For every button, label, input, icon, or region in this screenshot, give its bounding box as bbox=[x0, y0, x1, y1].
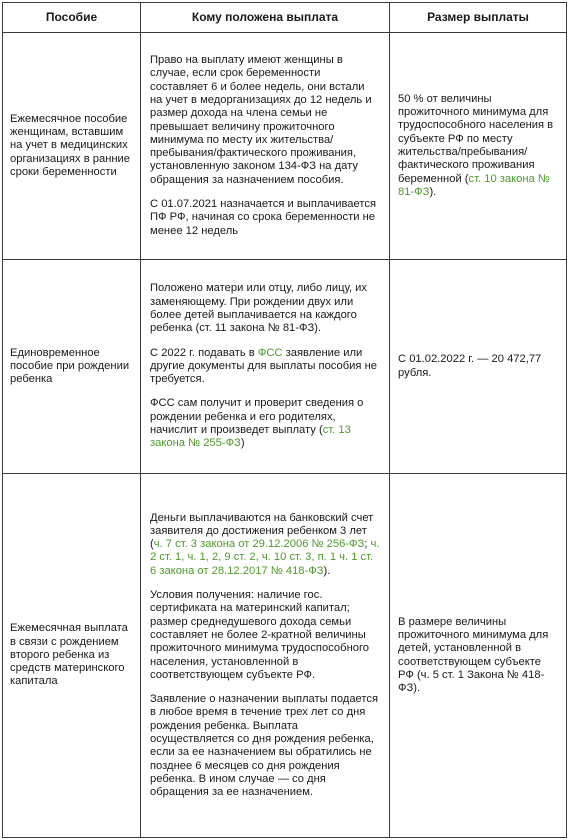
who-text: ФСС сам получит и проверит сведения о рождении ребенка и его родителях, начислит и произведет выплату ( bbox=[150, 397, 364, 437]
amount-cell bbox=[390, 260, 567, 474]
who-paragraph bbox=[150, 347, 380, 387]
fss-link[interactable]: ФСС bbox=[257, 346, 283, 359]
benefit-name-text: Ежемесячная выплата в связи с рождением второго ребенка из средств материнского капитала bbox=[10, 622, 128, 688]
header-amount: Размер выплаты bbox=[390, 3, 567, 33]
table-row bbox=[3, 260, 567, 474]
who-text: ) bbox=[240, 437, 245, 450]
benefits-table bbox=[2, 2, 567, 838]
who-text: С 2022 г. подавать в bbox=[150, 346, 258, 359]
who-cell bbox=[141, 474, 390, 838]
benefit-name-text: Единовременное пособие при рождении ребенка bbox=[10, 346, 130, 386]
benefit-name bbox=[3, 33, 141, 260]
who-paragraph: Заявление о назначении выплаты подается в любое время в течение трех лет со дня рождения ребенка. Выплата осуществляется со дня рождения ребенка, если за ее назначением вы обратились не позднее 6 месяцев со дня рождения ребенка. В ином случае — со дня обращения за ее назначением. bbox=[150, 693, 379, 799]
amount-cell bbox=[390, 33, 567, 260]
law-link[interactable]: ч. 2 ст. 1, ч. 1, 2, 9 ст. 2, ч. 10 ст. 3, п. 1 ч. 1 ст. 6 закона от 28.12.2017 № 418-ФЗ bbox=[150, 538, 380, 577]
law-link[interactable]: ст. 13 закона № 255-ФЗ bbox=[150, 424, 351, 450]
who-text: Деньги выплачиваются на банковский счет заявителя до достижения ребенком 3 лет ( bbox=[150, 511, 374, 551]
amount-cell bbox=[390, 474, 567, 838]
who-paragraph bbox=[150, 512, 380, 578]
who-text: ; bbox=[364, 538, 371, 551]
header-benefit: Пособие bbox=[3, 3, 141, 33]
law-link[interactable]: ч. 7 ст. 3 закона от 29.12.2006 № 256-ФЗ bbox=[153, 538, 365, 551]
table-row bbox=[3, 474, 567, 838]
who-paragraph bbox=[150, 397, 380, 450]
who-paragraph: Положено матери или отцу, либо лицу, их заменяющему. При рождении двух или более детей выплачивается на каждого ребенка (ст. 11 закона № 81-ФЗ). bbox=[150, 282, 368, 335]
benefit-name-text: Ежемесячное пособие женщинам, вставшим на учет в медицинских организациях в ранние сроки беременности bbox=[10, 112, 131, 178]
who-paragraph: С 01.07.2021 назначается и выплачивается ПФ РФ, начиная со срока беременности не менее 12 недель bbox=[150, 198, 377, 237]
table-row bbox=[3, 33, 567, 260]
benefit-name bbox=[3, 260, 141, 474]
benefit-name bbox=[3, 474, 141, 838]
who-paragraph: Условия получения: наличие гос. сертификата на материнский капитал; размер среднедушевого дохода семьи составляет не более 2-кратной величины прожиточного минимума трудоспособного населения, установленной в соответствующем субъекте РФ. bbox=[150, 589, 370, 681]
amount-text: С 01.02.2022 г. — 20 472,77 рубля. bbox=[398, 353, 542, 379]
who-text: ). bbox=[323, 564, 331, 577]
who-cell bbox=[141, 260, 390, 474]
amount-text: В размере величины прожиточного минимума для детей, установленной в соответствующем субъекте РФ (ч. 5 ст. 1 Закона № 418-ФЗ). bbox=[398, 615, 549, 695]
header-who: Кому положена выплата bbox=[141, 3, 390, 33]
amount-text: 50 % от величины прожиточного минимума для трудоспособного населения в субъекте РФ по месту жительства/пребывания/фактического проживания беременной ( bbox=[398, 92, 554, 185]
who-cell bbox=[141, 33, 390, 260]
table-header-row bbox=[3, 3, 567, 33]
who-paragraph: Право на выплату имеют женщины в случае, если срок беременности составляет 6 и более недель, они встали на учет в медорганизациях до 12 недель и размер дохода на члена семьи не превышает величину прожиточного минимума по месту их жительства/пребывания/фактического проживания, установленную законом 134-ФЗ на дату обращения за назначением пособия. bbox=[150, 54, 372, 186]
law-link[interactable]: ст. 10 закона № 81-ФЗ bbox=[398, 172, 550, 198]
who-text: заявление или другие документы для выплаты пособия не требуется. bbox=[150, 346, 377, 386]
amount-tail: ). bbox=[429, 185, 437, 198]
